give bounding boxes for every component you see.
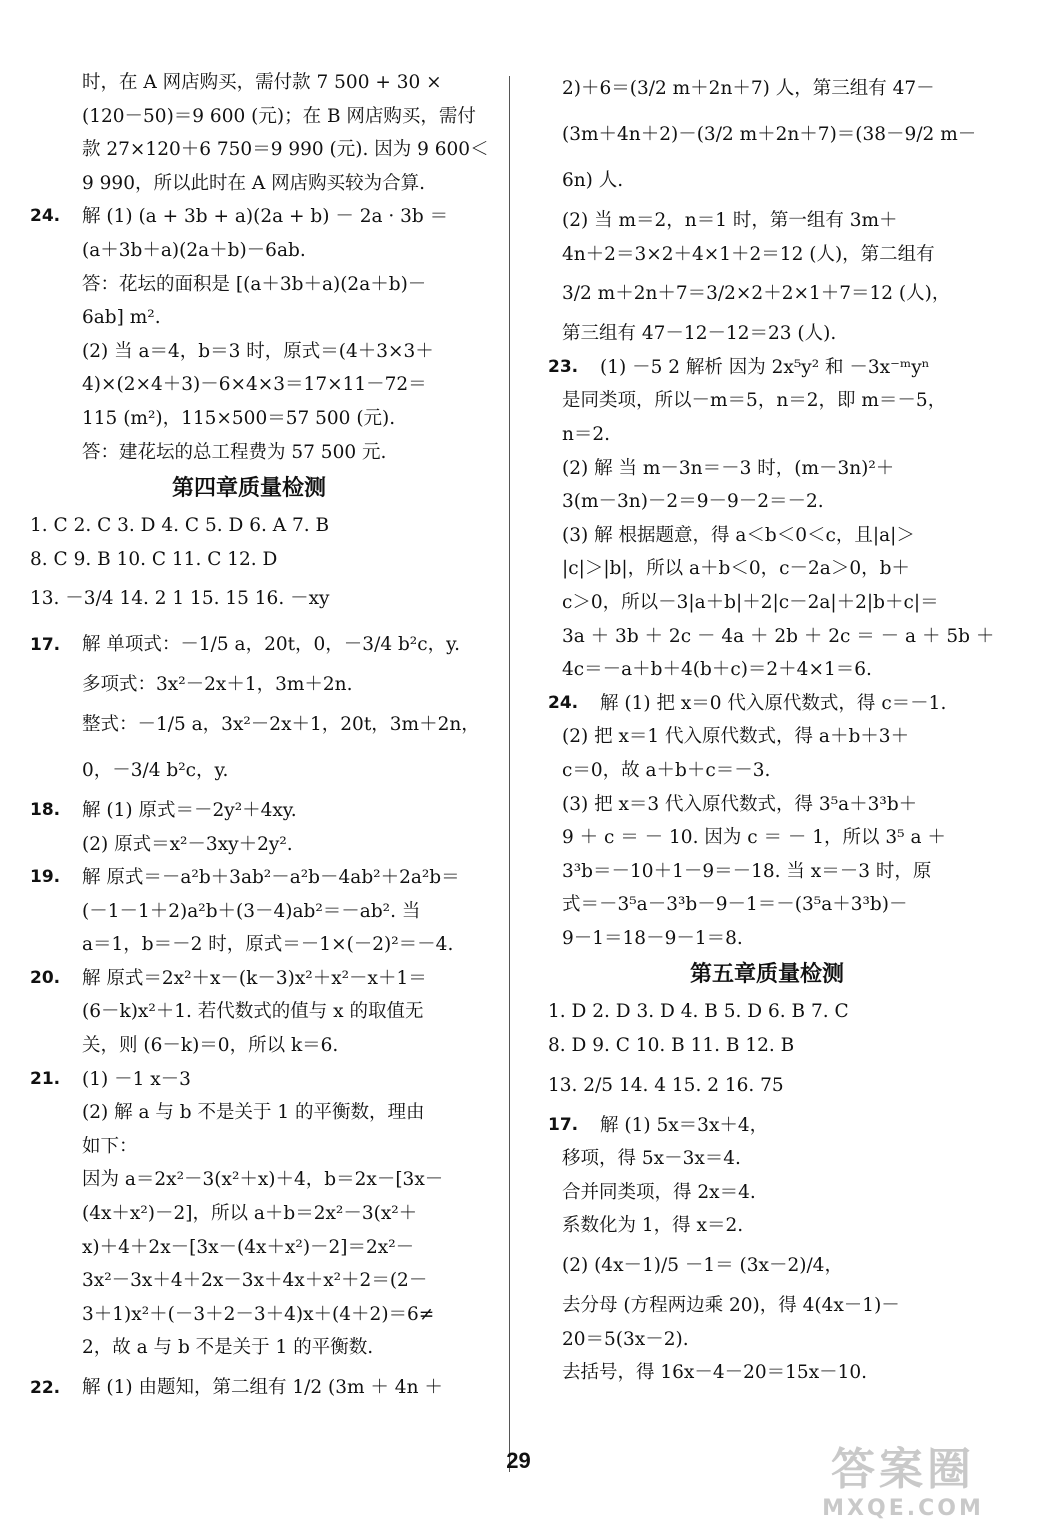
line-text: 3(m－3n)－2＝9－9－2＝－2.	[562, 491, 824, 513]
text-line	[562, 620, 995, 654]
line-text: (1) －1 x－3	[82, 1068, 191, 1090]
text-line	[562, 754, 972, 788]
text-line	[562, 821, 972, 855]
problem-number: 21.	[30, 1068, 61, 1089]
line-text: 多项式：3x²－2x＋1，3m＋2n.	[82, 674, 353, 696]
line-text: 6n) 人.	[562, 170, 624, 191]
line-text: 第三组有 47－12－12＝23 (人).	[562, 323, 837, 345]
line-text: 0，－3/4 b²c，y.	[82, 759, 229, 781]
text-line	[562, 1209, 972, 1243]
line-text: 去分母 (方程两边乘 20)，得 4(4x－1)－	[562, 1295, 900, 1317]
line-text: 20＝5(3x－2).	[562, 1328, 689, 1350]
text-line	[30, 1063, 468, 1097]
line-text: (2) 当 m＝2，n＝1 时，第一组有 3m＋	[562, 210, 898, 231]
line-text: 解 单项式：－1/5 a，20t，0，－3/4 b²c，y.	[82, 634, 460, 656]
line-text: 解 (1) 由题知，第二组有 1/2 (3m ＋ 4n ＋	[82, 1377, 443, 1398]
line-text: 8. D 9. C 10. B 11. B 12. B	[548, 1035, 795, 1057]
line-text: 答：建花坛的总工程费为 57 500 元.	[82, 441, 387, 463]
problem-number: 17.	[548, 1114, 579, 1135]
line-text: (－1－1＋2)a²b＋(3－4)ab²＝－ab². 当	[82, 900, 421, 922]
line-text: c＝0，故 a＋b＋c＝－3.	[562, 759, 771, 781]
line-text: 3＋1)x²＋(－3＋2－3＋4)x＋(4＋2)＝6≠	[82, 1303, 435, 1325]
line-text: 关，则 (6－k)＝0，所以 k＝6.	[82, 1035, 339, 1057]
line-text: (2) 把 x＝1 代入原代数式，得 a＋b＋3＋	[562, 726, 910, 748]
text-line	[30, 1231, 468, 1265]
text-line	[562, 888, 972, 922]
text-line	[30, 335, 468, 369]
line-text: 如下：	[82, 1135, 138, 1157]
line-text: (2) (4x－1)/5 －1＝ (3x－2)/4，	[562, 1255, 843, 1277]
text-line	[30, 368, 468, 402]
line-text: (4x＋x²)－2]，所以 a＋b＝2x²－3(x²＋	[82, 1203, 418, 1225]
text-line	[30, 200, 468, 234]
problem-number: 24.	[548, 692, 579, 713]
problem-number: 19.	[30, 867, 61, 888]
line-text: 4n＋2＝3×2＋4×1＋2＝12 (人)，第二组有	[562, 243, 935, 265]
line-text: 解 (1) 把 x＝0 代入原代数式，得 c＝－1.	[600, 692, 947, 714]
problem-number: 24.	[30, 206, 61, 227]
text-line	[562, 452, 972, 486]
section-heading: 第五章质量检测	[689, 962, 844, 988]
text-line	[562, 552, 972, 586]
text-line	[562, 317, 972, 351]
text-line	[562, 1176, 972, 1210]
line-text: (2) 原式＝x²－3xy＋2y².	[82, 833, 293, 855]
text-line	[30, 1298, 468, 1332]
text-line	[30, 668, 468, 702]
text-line	[30, 1096, 468, 1130]
line-text: 解 原式＝－a²b＋3ab²－a²b－4ab²＋2a²b＝	[82, 867, 460, 889]
text-line	[30, 234, 468, 268]
line-text: 8. C 9. B 10. C 11. C 12. D	[30, 548, 278, 570]
text-line	[562, 418, 972, 452]
text-line	[562, 1142, 972, 1176]
text-line	[562, 1243, 972, 1289]
text-line	[562, 720, 972, 754]
column-divider	[509, 76, 510, 1472]
line-text: (2) 解 a 与 b 不是关于 1 的平衡数，理由	[82, 1102, 425, 1124]
text-line	[562, 384, 972, 418]
text-line	[562, 158, 972, 204]
line-text: (1) －5 2 解析 因为 2x⁵y² 和 －3x⁻ᵐyⁿ	[600, 356, 930, 378]
problem-number: 20.	[30, 967, 61, 988]
text-line	[30, 268, 468, 302]
line-text: 9 ＋ c ＝ － 10. 因为 c ＝ － 1，所以 3⁵ a ＋	[562, 827, 946, 849]
line-text: 解 (1) (a + 3b + a)(2a + b) － 2a · 3b ＝	[82, 206, 449, 228]
text-line	[30, 622, 468, 668]
text-line	[30, 962, 468, 996]
text-line	[30, 543, 468, 577]
line-text: 移项，得 5x－3x＝4.	[562, 1148, 741, 1170]
text-line	[562, 788, 972, 822]
line-text: (3m＋4n＋2)－(3/2 m＋2n＋7)＝(38－9/2 m－	[562, 124, 977, 145]
text-line	[548, 1029, 972, 1063]
line-text: 因为 a＝2x²－3(x²＋x)＋4，b＝2x－[3x－	[82, 1169, 444, 1191]
problem-number: 23.	[548, 356, 579, 377]
text-line	[562, 1356, 972, 1390]
line-text: 2，故 a 与 b 不是关于 1 的平衡数.	[82, 1337, 374, 1359]
line-text: 3a ＋ 3b ＋ 2c － 4a ＋ 2b ＋ 2c ＝ － a ＋ 5b ＋	[562, 625, 995, 647]
text-line	[30, 509, 468, 543]
line-text: (2) 解 当 m－3n＝－3 时，(m－3n)²＋	[562, 457, 895, 479]
line-text: 去括号，得 16x－4－20＝15x－10.	[562, 1362, 868, 1384]
line-text: 6ab] m².	[82, 307, 161, 329]
line-text: 4)×(2×4＋3)－6×4×3＝17×11－72＝	[82, 374, 427, 396]
line-text: 9 990，所以此时在 A 网店购买较为合算.	[82, 172, 425, 194]
line-text: 系数化为 1，得 x＝2.	[562, 1215, 744, 1237]
line-text: a＝1，b＝－2 时，原式＝－1×(－2)²＝－4.	[82, 934, 454, 956]
text-line	[30, 861, 468, 895]
text-line	[30, 133, 489, 167]
text-line	[30, 702, 480, 748]
line-text: x)＋4＋2x－[3x－(4x＋x²)－2]＝2x²－	[82, 1236, 415, 1258]
text-line	[562, 204, 972, 238]
line-text: 解 (1) 5x＝3x＋4，	[600, 1114, 769, 1136]
line-text: 式＝－3⁵a－3³b－9－1＝－(3⁵a＋3³b)－	[562, 894, 908, 916]
text-line	[562, 112, 977, 158]
line-text: (a＋3b＋a)(2a＋b)－6ab.	[82, 239, 306, 261]
line-text: 1. D 2. D 3. D 4. B 5. D 6. B 7. C	[548, 1001, 849, 1023]
line-text: 整式：－1/5 a，3x²－2x＋1，20t，3m＋2n，	[82, 713, 480, 735]
text-line	[30, 1331, 468, 1365]
line-text: 13. －3/4 14. 2 1 15. 15 16. －xy	[30, 588, 330, 610]
text-line	[548, 687, 972, 721]
text-line	[548, 995, 972, 1029]
text-line	[30, 1197, 468, 1231]
line-text: 是同类项，所以－m＝5，n＝2，即 m＝－5，	[562, 390, 947, 412]
text-line	[30, 828, 468, 862]
text-line	[30, 436, 468, 470]
right-column	[548, 66, 995, 1390]
text-line	[562, 586, 972, 620]
line-text: 2)＋6＝(3/2 m＋2n＋7) 人，第三组有 47－	[562, 78, 935, 99]
line-text: |c|＞|b|，所以 a＋b＜0，c－2a＞0，b＋	[562, 558, 910, 580]
text-line	[30, 576, 468, 622]
line-text: 4c＝－a＋b＋4(b＋c)＝2＋4×1＝6.	[562, 659, 872, 681]
text-line	[30, 794, 468, 828]
watermark-text: 答案圈	[831, 1444, 975, 1495]
text-line	[562, 238, 972, 272]
text-line	[30, 402, 468, 436]
text-line	[30, 748, 468, 794]
text-line	[30, 1365, 468, 1411]
text-line	[30, 1264, 468, 1298]
line-text: (2) 当 a＝4，b＝3 时，原式＝(4＋3×3＋	[82, 340, 434, 362]
text-line	[562, 653, 972, 687]
line-text: 解 (1) 原式＝－2y²＋4xy.	[82, 799, 297, 821]
page-number: 29	[506, 1448, 531, 1473]
watermark-logo	[793, 1444, 1013, 1528]
line-text: 9－1＝18－9－1＝8.	[562, 927, 743, 949]
problem-number: 17.	[30, 635, 61, 656]
line-text: 款 27×120＋6 750＝9 990 (元). 因为 9 600＜	[82, 139, 489, 161]
line-text: c＞0，所以－3|a＋b|＋2|c－2a|＋2|b＋c|＝	[562, 591, 939, 613]
text-line	[30, 1130, 468, 1164]
problem-number: 18.	[30, 799, 61, 820]
text-line	[562, 66, 972, 112]
text-line	[548, 351, 972, 385]
line-text: (120－50)＝9 600 (元)；在 B 网店购买，需付	[82, 105, 476, 127]
text-line	[30, 895, 468, 929]
text-line	[548, 1109, 972, 1143]
text-line	[30, 100, 476, 134]
text-line	[30, 66, 468, 100]
text-line	[562, 855, 972, 889]
text-line	[30, 995, 468, 1029]
left-column	[30, 66, 489, 1411]
text-line	[562, 1289, 972, 1323]
text-line	[562, 519, 972, 553]
line-text: 3x²－3x＋4＋2x－3x＋4x＋x²＋2＝(2－	[82, 1270, 428, 1292]
text-line	[30, 1163, 468, 1197]
line-text: 1. C 2. C 3. D 4. C 5. D 6. A 7. B	[30, 515, 330, 537]
line-text: n＝2.	[562, 423, 611, 445]
line-text: 合并同类项，得 2x＝4.	[562, 1181, 756, 1203]
line-text: (3) 解 根据题意，得 a＜b＜0＜c，且|a|＞	[562, 524, 915, 546]
line-text: 3³b＝－10＋1－9＝－18. 当 x＝－3 时，原	[562, 860, 932, 882]
line-text: 13. 2/5 14. 4 15. 2 16. 75	[548, 1074, 784, 1096]
line-text: (6－k)x²＋1. 若代数式的值与 x 的取值无	[82, 1001, 424, 1023]
watermark-url: MXQE.COM	[822, 1496, 984, 1521]
line-text: 时，在 A 网店购买，需付款 7 500 + 30 ×	[82, 72, 442, 93]
text-line	[562, 1323, 972, 1357]
text-line	[548, 1063, 972, 1109]
text-line	[562, 922, 972, 956]
line-text: 3/2 m＋2n＋7＝3/2×2＋2×1＋7＝12 (人)，	[562, 283, 951, 305]
text-line	[562, 485, 972, 519]
line-text: 115 (m²)，115×500＝57 500 (元).	[82, 407, 396, 429]
line-text: (3) 把 x＝3 代入原代数式，得 3⁵a＋3³b＋	[562, 793, 918, 815]
problem-number: 22.	[30, 1378, 61, 1398]
text-line	[30, 1029, 468, 1063]
text-line	[30, 301, 468, 335]
line-text: 解 原式＝2x²＋x－(k－3)x²＋x²－x＋1＝	[82, 967, 427, 989]
section-heading: 第四章质量检测	[171, 476, 326, 502]
text-line	[30, 167, 468, 201]
line-text: 答：花坛的面积是 [(a＋3b＋a)(2a＋b)－	[82, 273, 427, 295]
text-line	[30, 928, 468, 962]
text-line	[562, 271, 972, 317]
